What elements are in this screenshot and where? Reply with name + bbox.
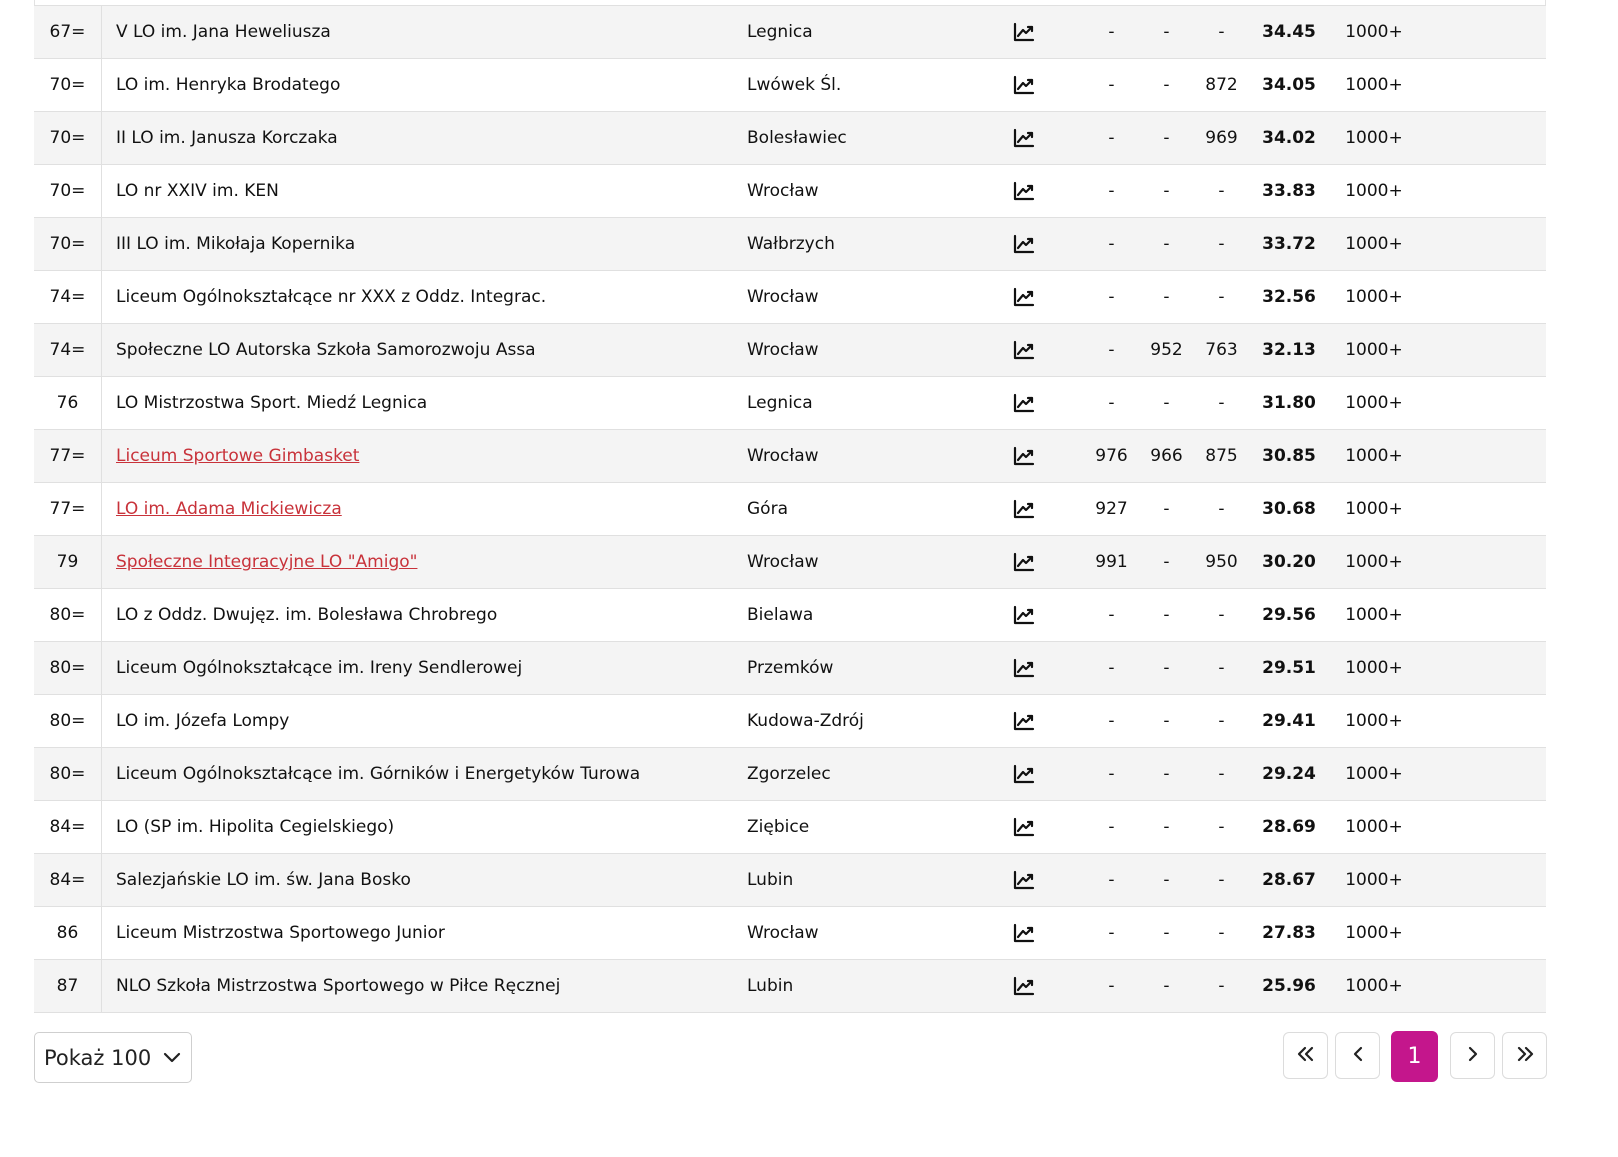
national-position-cell: 1000+ — [1329, 642, 1419, 695]
school-name: Liceum Ogólnokształcące im. Górników i Energetyków Turowa — [116, 764, 641, 784]
table-row — [34, 6, 1546, 59]
national-position-cell: 1000+ — [1329, 960, 1419, 1013]
school-name: LO Mistrzostwa Sport. Miedź Legnica — [116, 393, 428, 413]
school-name-cell — [102, 112, 748, 165]
ranking-table — [34, 5, 1546, 1013]
empty-cell — [1419, 642, 1546, 695]
rank-cell: 74= — [34, 324, 102, 377]
rank-year-1-cell: - — [1084, 59, 1139, 112]
table-row — [34, 589, 1546, 642]
rank-cell: 77= — [34, 430, 102, 483]
trend-cell — [964, 695, 1084, 748]
school-name-cell — [102, 377, 748, 430]
trend-cell — [964, 907, 1084, 960]
national-position-cell: 1000+ — [1329, 536, 1419, 589]
trend-cell — [964, 483, 1084, 536]
rank-year-3-cell: - — [1194, 748, 1249, 801]
national-position-cell: 1000+ — [1329, 695, 1419, 748]
empty-cell — [1419, 589, 1546, 642]
rank-cell: 70= — [34, 218, 102, 271]
city-cell: Ziębice — [747, 801, 964, 854]
score-cell: 31.80 — [1249, 377, 1329, 430]
rank-year-1-cell: - — [1084, 801, 1139, 854]
rank-year-3-cell: 763 — [1194, 324, 1249, 377]
school-name-cell — [102, 271, 748, 324]
score-cell: 28.69 — [1249, 801, 1329, 854]
school-name-cell — [102, 960, 748, 1013]
table-row — [34, 748, 1546, 801]
trend-cell — [964, 430, 1084, 483]
score-cell: 34.05 — [1249, 59, 1329, 112]
rank-cell: 80= — [34, 748, 102, 801]
trend-chart-icon[interactable] — [1013, 764, 1035, 784]
rank-year-3-cell: - — [1194, 695, 1249, 748]
trend-cell — [964, 59, 1084, 112]
rank-year-2-cell: - — [1139, 165, 1194, 218]
rank-year-1-cell: - — [1084, 218, 1139, 271]
score-cell: 29.41 — [1249, 695, 1329, 748]
school-name-cell — [102, 854, 748, 907]
table-row — [34, 324, 1546, 377]
empty-cell — [1419, 430, 1546, 483]
empty-cell — [1419, 801, 1546, 854]
school-name-cell — [102, 218, 748, 271]
rank-year-2-cell: - — [1139, 483, 1194, 536]
table-row — [34, 483, 1546, 536]
rank-cell: 70= — [34, 59, 102, 112]
page-size-label: Pokaż 100 — [44, 1045, 152, 1070]
rank-year-2-cell: - — [1139, 907, 1194, 960]
city-cell: Lubin — [747, 960, 964, 1013]
trend-chart-icon[interactable] — [1013, 552, 1035, 572]
rank-year-3-cell: - — [1194, 589, 1249, 642]
double-chevron-left-icon — [1296, 1046, 1316, 1066]
rank-year-3-cell: - — [1194, 377, 1249, 430]
national-position-cell: 1000+ — [1329, 218, 1419, 271]
trend-cell — [964, 536, 1084, 589]
rank-year-2-cell: - — [1139, 854, 1194, 907]
trend-cell — [964, 801, 1084, 854]
rank-year-3-cell: - — [1194, 483, 1249, 536]
rank-year-1-cell: 927 — [1084, 483, 1139, 536]
city-cell: Wrocław — [747, 907, 964, 960]
rank-year-3-cell: 950 — [1194, 536, 1249, 589]
rank-cell: 70= — [34, 112, 102, 165]
rank-year-1-cell: - — [1084, 271, 1139, 324]
rank-year-3-cell: - — [1194, 6, 1249, 59]
chevron-right-icon — [1466, 1046, 1480, 1066]
page-button-current[interactable] — [1391, 1031, 1438, 1082]
national-position-cell: 1000+ — [1329, 6, 1419, 59]
trend-chart-icon[interactable] — [1013, 181, 1035, 201]
school-name: Liceum Mistrzostwa Sportowego Junior — [116, 923, 445, 943]
national-position-cell: 1000+ — [1329, 801, 1419, 854]
national-position-cell: 1000+ — [1329, 271, 1419, 324]
table-row — [34, 430, 1546, 483]
school-name-cell — [102, 695, 748, 748]
pagination — [1283, 1032, 1547, 1081]
school-name: III LO im. Mikołaja Kopernika — [116, 234, 356, 254]
rank-cell: 87 — [34, 960, 102, 1013]
city-cell: Lubin — [747, 854, 964, 907]
national-position-cell: 1000+ — [1329, 112, 1419, 165]
score-cell: 33.72 — [1249, 218, 1329, 271]
rank-year-2-cell: - — [1139, 218, 1194, 271]
rank-year-2-cell: - — [1139, 642, 1194, 695]
rank-year-3-cell: - — [1194, 854, 1249, 907]
national-position-cell: 1000+ — [1329, 59, 1419, 112]
city-cell: Legnica — [747, 6, 964, 59]
empty-cell — [1419, 112, 1546, 165]
rank-year-2-cell: - — [1139, 271, 1194, 324]
score-cell: 29.56 — [1249, 589, 1329, 642]
trend-cell — [964, 6, 1084, 59]
empty-cell — [1419, 6, 1546, 59]
rank-year-1-cell: - — [1084, 642, 1139, 695]
school-name-cell — [102, 536, 748, 589]
table-row — [34, 377, 1546, 430]
rank-year-1-cell: - — [1084, 377, 1139, 430]
rank-year-1-cell: - — [1084, 6, 1139, 59]
table-row — [34, 536, 1546, 589]
next-page-button[interactable] — [1450, 1032, 1495, 1079]
rank-year-1-cell: - — [1084, 589, 1139, 642]
empty-cell — [1419, 165, 1546, 218]
rank-year-2-cell: - — [1139, 377, 1194, 430]
trend-cell — [964, 112, 1084, 165]
trend-chart-icon[interactable] — [1013, 711, 1035, 731]
school-name-cell — [102, 6, 748, 59]
empty-cell — [1419, 536, 1546, 589]
rank-year-1-cell: - — [1084, 854, 1139, 907]
trend-cell — [964, 589, 1084, 642]
empty-cell — [1419, 960, 1546, 1013]
trend-chart-icon[interactable] — [1013, 128, 1035, 148]
trend-chart-icon[interactable] — [1013, 446, 1035, 466]
rank-year-3-cell: - — [1194, 907, 1249, 960]
rank-year-2-cell: - — [1139, 960, 1194, 1013]
city-cell: Wrocław — [747, 430, 964, 483]
rank-cell: 80= — [34, 642, 102, 695]
school-name-link[interactable]: Społeczne Integracyjne LO "Amigo" — [116, 552, 418, 572]
school-name-cell — [102, 748, 748, 801]
trend-chart-icon[interactable] — [1013, 976, 1035, 996]
rank-cell: 80= — [34, 589, 102, 642]
score-cell: 30.20 — [1249, 536, 1329, 589]
table-row — [34, 642, 1546, 695]
rank-cell: 86 — [34, 907, 102, 960]
score-cell: 29.51 — [1249, 642, 1329, 695]
rank-year-3-cell: 872 — [1194, 59, 1249, 112]
rank-year-1-cell: - — [1084, 748, 1139, 801]
school-name: V LO im. Jana Heweliusza — [116, 22, 331, 42]
rank-year-1-cell: 976 — [1084, 430, 1139, 483]
city-cell: Bielawa — [747, 589, 964, 642]
rank-cell: 70= — [34, 165, 102, 218]
rank-year-1-cell: - — [1084, 112, 1139, 165]
rank-year-1-cell: 991 — [1084, 536, 1139, 589]
rank-year-1-cell: - — [1084, 960, 1139, 1013]
ranking-table-container — [34, 0, 1546, 1013]
empty-cell — [1419, 854, 1546, 907]
score-cell: 27.83 — [1249, 907, 1329, 960]
trend-chart-icon[interactable] — [1013, 658, 1035, 678]
table-row — [34, 59, 1546, 112]
trend-chart-icon[interactable] — [1013, 287, 1035, 307]
trend-chart-icon[interactable] — [1013, 75, 1035, 95]
empty-cell — [1419, 324, 1546, 377]
city-cell: Bolesławiec — [747, 112, 964, 165]
trend-chart-icon[interactable] — [1013, 393, 1035, 413]
national-position-cell: 1000+ — [1329, 377, 1419, 430]
trend-chart-icon[interactable] — [1013, 817, 1035, 837]
city-cell: Legnica — [747, 377, 964, 430]
school-name: LO im. Henryka Brodatego — [116, 75, 341, 95]
rank-cell: 74= — [34, 271, 102, 324]
score-cell: 29.24 — [1249, 748, 1329, 801]
school-name-link[interactable]: Liceum Sportowe Gimbasket — [116, 446, 360, 466]
rank-year-3-cell: - — [1194, 642, 1249, 695]
empty-cell — [1419, 218, 1546, 271]
school-name: Salezjańskie LO im. św. Jana Bosko — [116, 870, 411, 890]
rank-year-2-cell: - — [1139, 112, 1194, 165]
national-position-cell: 1000+ — [1329, 430, 1419, 483]
trend-cell — [964, 854, 1084, 907]
table-row — [34, 271, 1546, 324]
school-name: LO z Oddz. Dwujęz. im. Bolesława Chrobrego — [116, 605, 498, 625]
rank-year-1-cell: - — [1084, 324, 1139, 377]
rank-cell: 80= — [34, 695, 102, 748]
school-name-link[interactable]: LO im. Adama Mickiewicza — [116, 499, 342, 519]
rank-year-2-cell: - — [1139, 801, 1194, 854]
table-row — [34, 960, 1546, 1013]
national-position-cell: 1000+ — [1329, 748, 1419, 801]
table-row — [34, 165, 1546, 218]
school-name: Społeczne LO Autorska Szkoła Samorozwoju Assa — [116, 340, 536, 360]
national-position-cell: 1000+ — [1329, 324, 1419, 377]
score-cell: 25.96 — [1249, 960, 1329, 1013]
table-row — [34, 801, 1546, 854]
rank-year-3-cell: - — [1194, 165, 1249, 218]
school-name-cell — [102, 59, 748, 112]
trend-cell — [964, 271, 1084, 324]
rank-cell: 84= — [34, 801, 102, 854]
last-page-button[interactable] — [1502, 1032, 1547, 1079]
score-cell: 30.68 — [1249, 483, 1329, 536]
rank-year-3-cell: 969 — [1194, 112, 1249, 165]
score-cell: 33.83 — [1249, 165, 1329, 218]
national-position-cell: 1000+ — [1329, 165, 1419, 218]
empty-cell — [1419, 271, 1546, 324]
city-cell: Zgorzelec — [747, 748, 964, 801]
rank-year-1-cell: - — [1084, 695, 1139, 748]
score-cell: 32.13 — [1249, 324, 1329, 377]
trend-chart-icon[interactable] — [1013, 870, 1035, 890]
empty-cell — [1419, 59, 1546, 112]
table-row — [34, 112, 1546, 165]
trend-chart-icon[interactable] — [1013, 340, 1035, 360]
trend-cell — [964, 377, 1084, 430]
rank-year-3-cell: - — [1194, 801, 1249, 854]
national-position-cell: 1000+ — [1329, 589, 1419, 642]
rank-year-1-cell: - — [1084, 907, 1139, 960]
table-row — [34, 695, 1546, 748]
city-cell: Wrocław — [747, 165, 964, 218]
school-name: NLO Szkoła Mistrzostwa Sportowego w Piłce Ręcznej — [116, 976, 561, 996]
trend-cell — [964, 960, 1084, 1013]
empty-cell — [1419, 907, 1546, 960]
empty-cell — [1419, 695, 1546, 748]
rank-year-1-cell: - — [1084, 165, 1139, 218]
city-cell: Wałbrzych — [747, 218, 964, 271]
double-chevron-right-icon — [1515, 1046, 1535, 1066]
rank-cell: 67= — [34, 6, 102, 59]
city-cell: Wrocław — [747, 536, 964, 589]
city-cell: Kudowa-Zdrój — [747, 695, 964, 748]
table-row — [34, 907, 1546, 960]
first-page-button[interactable] — [1283, 1032, 1328, 1079]
city-cell: Wrocław — [747, 324, 964, 377]
city-cell: Przemków — [747, 642, 964, 695]
rank-year-3-cell: - — [1194, 218, 1249, 271]
rank-year-2-cell: - — [1139, 589, 1194, 642]
chevron-down-icon — [163, 1048, 181, 1072]
score-cell: 32.56 — [1249, 271, 1329, 324]
national-position-cell: 1000+ — [1329, 907, 1419, 960]
city-cell: Góra — [747, 483, 964, 536]
trend-chart-icon[interactable] — [1013, 499, 1035, 519]
chevron-left-icon — [1351, 1046, 1365, 1066]
trend-chart-icon[interactable] — [1013, 605, 1035, 625]
rank-year-2-cell: 966 — [1139, 430, 1194, 483]
rank-cell: 76 — [34, 377, 102, 430]
trend-cell — [964, 165, 1084, 218]
empty-cell — [1419, 748, 1546, 801]
trend-chart-icon[interactable] — [1013, 234, 1035, 254]
score-cell: 28.67 — [1249, 854, 1329, 907]
school-name-cell — [102, 907, 748, 960]
table-row — [34, 218, 1546, 271]
empty-cell — [1419, 483, 1546, 536]
school-name-cell — [102, 642, 748, 695]
city-cell: Wrocław — [747, 271, 964, 324]
rank-year-2-cell: - — [1139, 59, 1194, 112]
school-name: LO (SP im. Hipolita Cegielskiego) — [116, 817, 395, 837]
previous-page-button[interactable] — [1335, 1032, 1380, 1079]
trend-chart-icon[interactable] — [1013, 22, 1035, 42]
rank-year-2-cell: 952 — [1139, 324, 1194, 377]
rank-cell: 79 — [34, 536, 102, 589]
school-name-cell — [102, 483, 748, 536]
national-position-cell: 1000+ — [1329, 854, 1419, 907]
school-name-cell — [102, 324, 748, 377]
ranking-table-body — [34, 6, 1546, 1013]
rank-cell: 84= — [34, 854, 102, 907]
rank-year-3-cell: - — [1194, 960, 1249, 1013]
rank-year-2-cell: - — [1139, 6, 1194, 59]
current-page-number: 1 — [1407, 1044, 1422, 1069]
rank-year-2-cell: - — [1139, 748, 1194, 801]
rank-year-3-cell: 875 — [1194, 430, 1249, 483]
rank-cell: 77= — [34, 483, 102, 536]
national-position-cell: 1000+ — [1329, 483, 1419, 536]
city-cell: Lwówek Śl. — [747, 59, 964, 112]
score-cell: 30.85 — [1249, 430, 1329, 483]
school-name: LO im. Józefa Lompy — [116, 711, 290, 731]
school-name-cell — [102, 589, 748, 642]
score-cell: 34.45 — [1249, 6, 1329, 59]
rank-year-2-cell: - — [1139, 695, 1194, 748]
school-name: Liceum Ogólnokształcące im. Ireny Sendlerowej — [116, 658, 523, 678]
table-row — [34, 854, 1546, 907]
trend-cell — [964, 324, 1084, 377]
rank-year-2-cell: - — [1139, 536, 1194, 589]
school-name: Liceum Ogólnokształcące nr XXX z Oddz. Integrac. — [116, 287, 547, 307]
page-size-select[interactable] — [34, 1032, 192, 1083]
trend-cell — [964, 642, 1084, 695]
trend-cell — [964, 748, 1084, 801]
school-name-cell — [102, 165, 748, 218]
trend-cell — [964, 218, 1084, 271]
score-cell: 34.02 — [1249, 112, 1329, 165]
rank-year-3-cell: - — [1194, 271, 1249, 324]
school-name-cell — [102, 430, 748, 483]
trend-chart-icon[interactable] — [1013, 923, 1035, 943]
empty-cell — [1419, 377, 1546, 430]
school-name-cell — [102, 801, 748, 854]
school-name: LO nr XXIV im. KEN — [116, 181, 279, 201]
school-name: II LO im. Janusza Korczaka — [116, 128, 338, 148]
